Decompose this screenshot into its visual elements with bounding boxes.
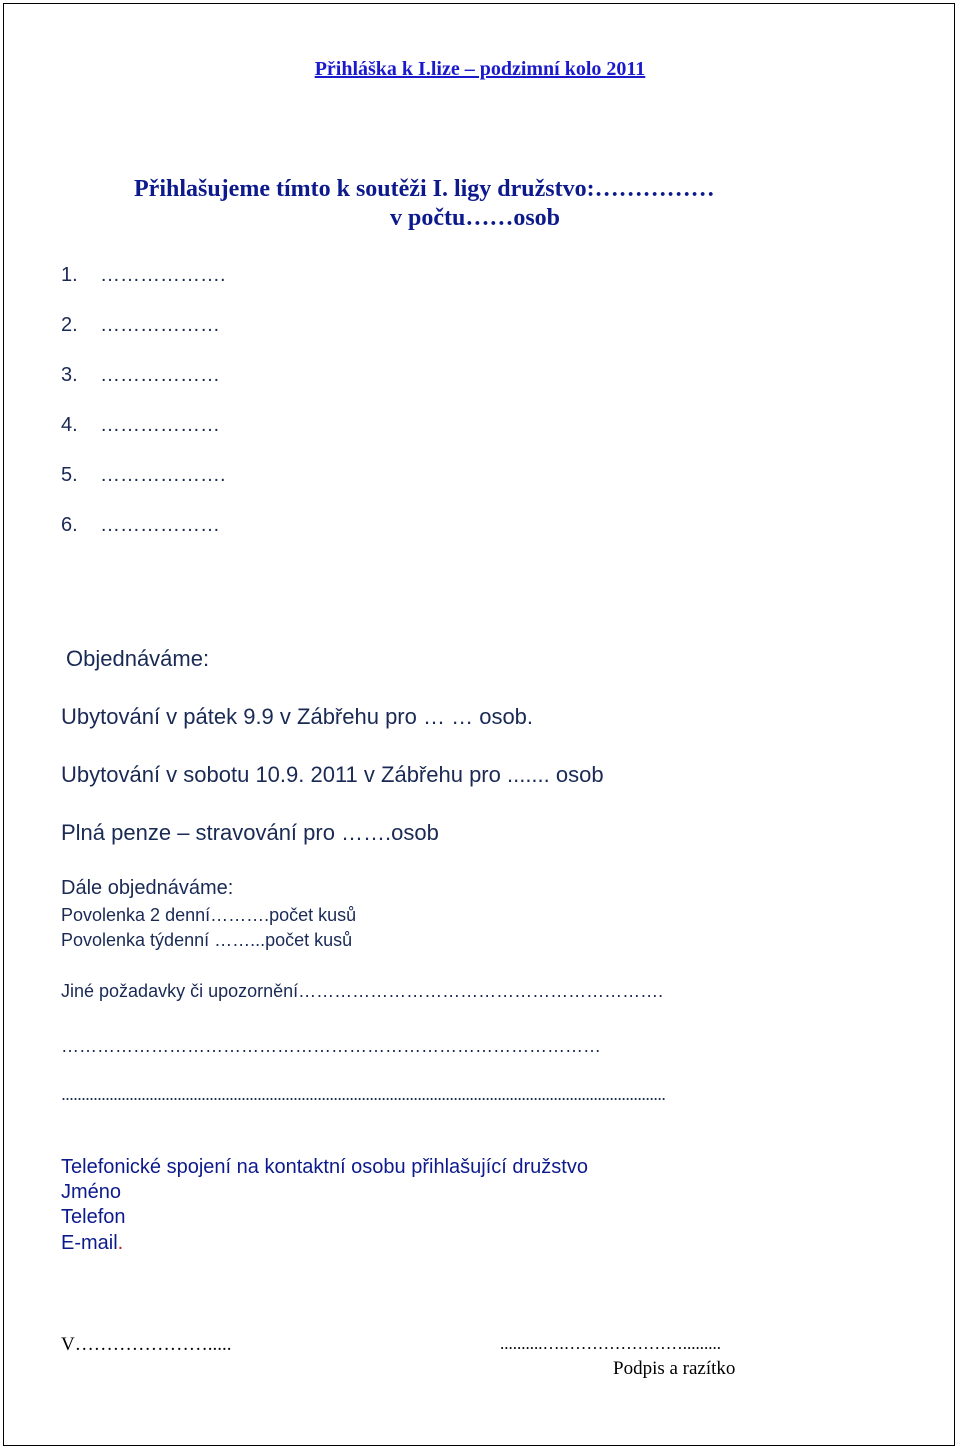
contact-email-dot: . — [117, 1232, 124, 1254]
player-number: 3. — [61, 364, 78, 386]
notes-label[interactable]: Jiné požadavky či upozornění……………………………………………………. — [61, 981, 664, 1001]
order-saturday-line[interactable]: Ubytování v sobotu 10.9. 2011 v Zábřehu pro ....... osob — [61, 762, 604, 787]
signature-label: Podpis a razítko — [613, 1358, 736, 1379]
player-name-field[interactable]: ……………… — [100, 514, 220, 536]
form-title: Přihláška k I.lize – podzimní kolo 2011 — [314, 58, 646, 80]
player-number: 2. — [61, 314, 78, 336]
player-name-field[interactable]: ……………… — [100, 414, 220, 436]
intro-line-1: Přihlašujeme tímto k soutěži I. ligy družstvo:…………… — [134, 176, 715, 202]
signature-line[interactable]: ..........….…………………......... — [500, 1334, 721, 1353]
pass-2day-line[interactable]: Povolenka 2 denní……….počet kusů — [61, 905, 357, 925]
player-number: 5. — [61, 464, 78, 486]
player-number: 1. — [61, 264, 78, 286]
player-number: 6. — [61, 514, 78, 536]
player-number: 4. — [61, 414, 78, 436]
intro-line-2: v počtu……osob — [390, 205, 561, 231]
notes-line-2[interactable]: ……………………………………………………………………………… — [61, 1036, 601, 1056]
player-name-field[interactable]: ………………. — [100, 264, 226, 286]
contact-heading: Telefonické spojení na kontaktní osobu přihlašující družstvo — [61, 1156, 588, 1178]
contact-email-text: E-mail — [61, 1232, 118, 1254]
notes-line-3[interactable]: ....................................................................................................................................................... — [61, 1084, 666, 1104]
contact-phone-label: Telefon — [61, 1206, 126, 1228]
contact-email-label — [61, 1232, 123, 1255]
player-name-field[interactable]: ………………. — [100, 464, 226, 486]
order-friday-line[interactable]: Ubytování v pátek 9.9 v Zábřehu pro … … osob. — [61, 704, 534, 729]
player-name-field[interactable]: ……………… — [100, 364, 220, 386]
contact-name-label: Jméno — [61, 1181, 122, 1203]
player-name-field[interactable]: ……………… — [100, 314, 220, 336]
place-field[interactable]: V…………………..... — [61, 1334, 232, 1355]
order-board-line[interactable]: Plná penze – stravování pro …….osob — [61, 820, 439, 845]
extra-heading: Dále objednáváme: — [61, 877, 234, 899]
order-heading: Objednáváme: — [66, 646, 210, 671]
pass-week-line[interactable]: Povolenka týdenní ……...počet kusů — [61, 930, 353, 950]
